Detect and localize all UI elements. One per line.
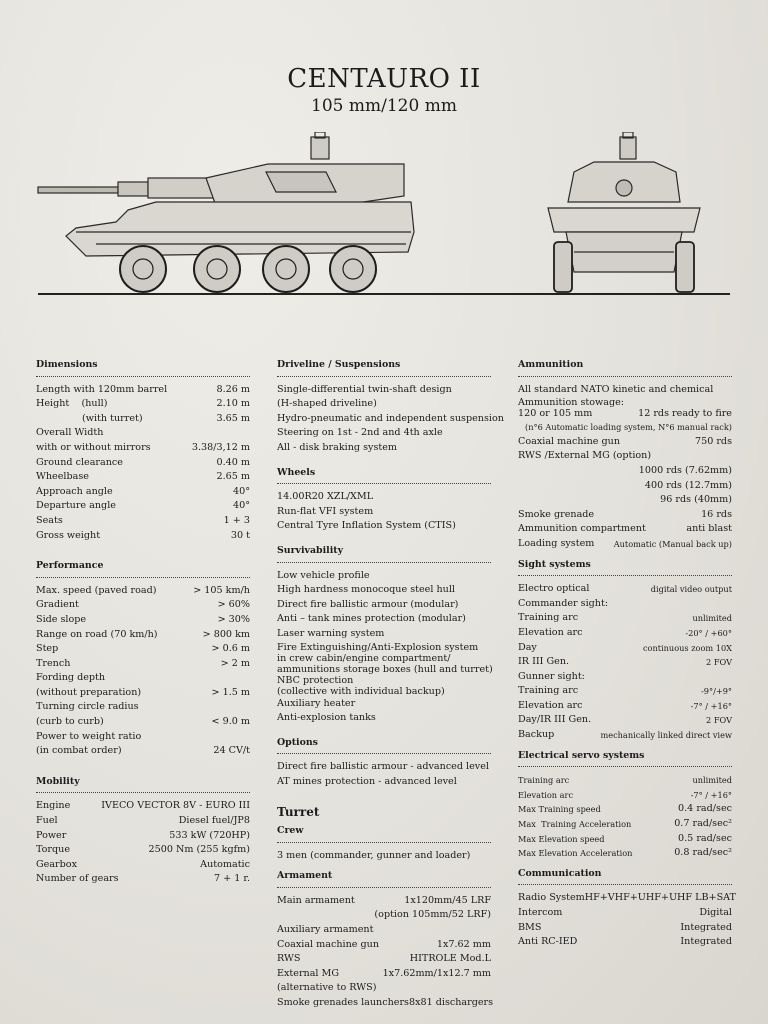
spec-row: Max. speed (paved road) > 105 km/h bbox=[36, 584, 250, 596]
spec-line: (alternative to RWS) bbox=[277, 982, 377, 994]
spec-row: Gradient > 60% bbox=[36, 599, 250, 611]
spec-row: Backup mechanically linked direct view bbox=[518, 729, 732, 741]
spec-line: All standard NATO kinetic and chemical bbox=[518, 383, 714, 395]
spec-row: Ground clearance 0.40 m bbox=[36, 456, 250, 468]
spec-row: Max Training speed 0.4 rad/sec bbox=[518, 803, 732, 815]
spec-line: Auxiliary armament bbox=[277, 924, 374, 936]
spec-line: (collective with individual backup) bbox=[277, 685, 445, 697]
spec-line: Run-flat VFI system bbox=[277, 505, 374, 517]
page-title: CENTAURO II bbox=[287, 64, 481, 94]
spec-row: IR III Gen. 2 FOV bbox=[518, 656, 732, 668]
spec-row: Gearbox Automatic bbox=[36, 858, 250, 870]
spec-row: with or without mirrors 3.38/3,12 m bbox=[36, 441, 250, 453]
spec-row: Coaxial machine gun 1x7.62 mm bbox=[277, 938, 491, 950]
spec-line: NBC protection bbox=[277, 674, 354, 686]
spec-note: (n°6 Automatic loading system, N°6 manual rack) bbox=[525, 422, 732, 433]
spec-row: Gunner sight: bbox=[518, 670, 585, 682]
vehicle-front-view-illustration bbox=[544, 132, 704, 294]
spec-line: 1000 rds (7.62mm) bbox=[638, 464, 732, 476]
spec-row: Height (hull) 2.10 m bbox=[36, 398, 250, 410]
page-subtitle: 105 mm/120 mm bbox=[311, 96, 457, 116]
column-right bbox=[518, 358, 736, 950]
column-middle bbox=[277, 358, 504, 1011]
spec-row: Overall Width bbox=[36, 427, 104, 439]
spec-line: AT mines protection - advanced level bbox=[277, 775, 457, 787]
options-heading: Options bbox=[277, 736, 491, 755]
crew-heading: Crew bbox=[277, 824, 491, 843]
spec-row: Main armament 1x120mm/45 LRF bbox=[277, 894, 491, 906]
spec-row: Fording depth bbox=[36, 672, 106, 684]
spec-row: Step > 0.6 m bbox=[36, 643, 250, 655]
spec-row: Power to weight ratio bbox=[36, 730, 142, 742]
spec-line: (H-shaped driveline) bbox=[277, 398, 377, 410]
spec-row: Engine IVECO VECTOR 8V - EURO III bbox=[36, 800, 250, 812]
spec-row: Fuel Diesel fuel/JP8 bbox=[36, 815, 250, 827]
spec-row: Max Elevation speed 0.5 rad/sec bbox=[518, 832, 732, 844]
spec-row: 120 or 105 mm 12 rds ready to fire bbox=[518, 408, 732, 420]
spec-row: Max Elevation Acceleration 0.8 rad/sec² bbox=[518, 847, 732, 859]
spec-row: Training arc unlimited bbox=[518, 775, 732, 786]
wheels-heading: Wheels bbox=[277, 466, 491, 485]
dimensions-heading: Dimensions bbox=[36, 358, 250, 377]
spec-row: Electro optical digital video output bbox=[518, 583, 732, 595]
spec-row: External MG 1x7.62mm/1x12.7 mm bbox=[277, 967, 491, 979]
spec-row: Training arc -9°/+9° bbox=[518, 685, 732, 697]
spec-row: Approach angle 40° bbox=[36, 485, 250, 497]
spec-row: Commander sight: bbox=[518, 597, 609, 609]
spec-row: Intercom Digital bbox=[518, 907, 732, 918]
spec-line: in crew cabin/engine compartment/ bbox=[277, 652, 451, 664]
spec-row: Length with 120mm barrel 8.26 m bbox=[36, 383, 250, 395]
spec-line: Laser warning system bbox=[277, 627, 385, 639]
spec-row: Smoke grenades launchers 8x81 dischargers bbox=[277, 997, 494, 1008]
spec-row: Ammunition compartment anti blast bbox=[518, 523, 732, 535]
spec-row: Day continuous zoom 10X bbox=[518, 641, 732, 653]
spec-line: Single-differential twin-shaft design bbox=[277, 383, 452, 395]
spec-row: RWS HITROLE Mod.L bbox=[277, 953, 491, 965]
column-left bbox=[36, 358, 250, 887]
spec-line: RWS /External MG (option) bbox=[518, 450, 652, 462]
ground-line bbox=[38, 293, 730, 295]
vehicle-side-view-illustration bbox=[36, 132, 416, 294]
spec-row: Smoke grenade 16 rds bbox=[518, 508, 732, 520]
spec-row: Day/IR III Gen. 2 FOV bbox=[518, 714, 732, 726]
armament-heading: Armament bbox=[277, 869, 491, 888]
spec-line: Direct fire ballistic armour (modular) bbox=[277, 598, 459, 610]
spec-line: Steering on 1st - 2nd and 4th axle bbox=[277, 427, 443, 439]
spec-row: Max Training Acceleration 0.7 rad/sec² bbox=[518, 818, 732, 830]
spec-line: 96 rds (40mm) bbox=[660, 494, 732, 506]
spec-row: Range on road (70 km/h) > 800 km bbox=[36, 628, 250, 640]
spec-row: Seats 1 + 3 bbox=[36, 514, 250, 526]
spec-line: High hardness monocoque steel hull bbox=[277, 584, 455, 596]
servo-heading: Electrical servo systems bbox=[518, 749, 732, 768]
spec-row: Coaxial machine gun 750 rds bbox=[518, 435, 732, 447]
spec-line: Direct fire ballistic armour - advanced level bbox=[277, 761, 489, 773]
spec-row: Trench > 2 m bbox=[36, 657, 250, 669]
spec-line: Anti – tank mines protection (modular) bbox=[277, 613, 466, 625]
ammunition-heading: Ammunition bbox=[518, 358, 732, 377]
spec-line: Low vehicle profile bbox=[277, 569, 370, 581]
spec-row: Elevation arc -20° / +60° bbox=[518, 626, 732, 638]
spec-row: Training arc unlimited bbox=[518, 612, 732, 624]
spec-row: Power 533 kW (720HP) bbox=[36, 829, 250, 841]
spec-row: (curb to curb) < 9.0 m bbox=[36, 716, 250, 728]
spec-line: All - disk braking system bbox=[277, 441, 397, 453]
mobility-heading: Mobility bbox=[36, 775, 250, 794]
spec-row: Elevation arc -7° / +16° bbox=[518, 789, 732, 800]
spec-row: Radio System HF+VHF+UHF+UHF LB+SAT bbox=[518, 892, 736, 904]
spec-row: (without preparation) > 1.5 m bbox=[36, 686, 250, 698]
spec-line: Anti-explosion tanks bbox=[277, 712, 376, 724]
spec-line: Ammunition stowage: bbox=[518, 397, 625, 409]
spec-line: 400 rds (12.7mm) bbox=[644, 479, 732, 491]
spec-line: 14.00R20 XZL/XML bbox=[277, 491, 374, 503]
driveline-heading: Driveline / Suspensions bbox=[277, 358, 491, 377]
spec-row: Loading system Automatic (Manual back up) bbox=[518, 537, 732, 549]
spec-line: Hydro-pneumatic and independent suspension bbox=[277, 412, 504, 424]
spec-row: Departure angle 40° bbox=[36, 500, 250, 512]
spec-line: 3 men (commander, gunner and loader) bbox=[277, 849, 471, 861]
spec-row: (in combat order) 24 CV/t bbox=[36, 745, 250, 757]
spec-line: Auxiliary heater bbox=[277, 697, 356, 709]
spec-row: (with turret) 3.65 m bbox=[82, 412, 250, 424]
turret-heading: Turret bbox=[277, 805, 320, 820]
performance-heading: Performance bbox=[36, 559, 250, 578]
spec-line: (option 105mm/52 LRF) bbox=[374, 909, 491, 921]
spec-row: Side slope > 30% bbox=[36, 613, 250, 625]
spec-row: Gross weight 30 t bbox=[36, 529, 250, 541]
sight-heading: Sight systems bbox=[518, 558, 732, 577]
spec-row: Turning circle radius bbox=[36, 701, 139, 713]
spec-line: Central Tyre Inflation System (CTIS) bbox=[277, 520, 456, 532]
spec-line: ammunitions storage boxes (hull and turret) bbox=[277, 663, 493, 675]
spec-line: Fire Extinguishing/Anti-Explosion system bbox=[277, 641, 479, 653]
spec-row: Anti RC-IED Integrated bbox=[518, 936, 732, 948]
communication-heading: Communication bbox=[518, 867, 732, 886]
spec-row: Number of gears 7 + 1 r. bbox=[36, 873, 250, 885]
spec-row: Elevation arc -7° / +16° bbox=[518, 699, 732, 711]
spec-row: Torque 2500 Nm (255 kgfm) bbox=[36, 844, 250, 856]
spec-row: Wheelbase 2.65 m bbox=[36, 471, 250, 483]
spec-row: BMS Integrated bbox=[518, 921, 732, 933]
survivability-heading: Survivability bbox=[277, 544, 491, 563]
